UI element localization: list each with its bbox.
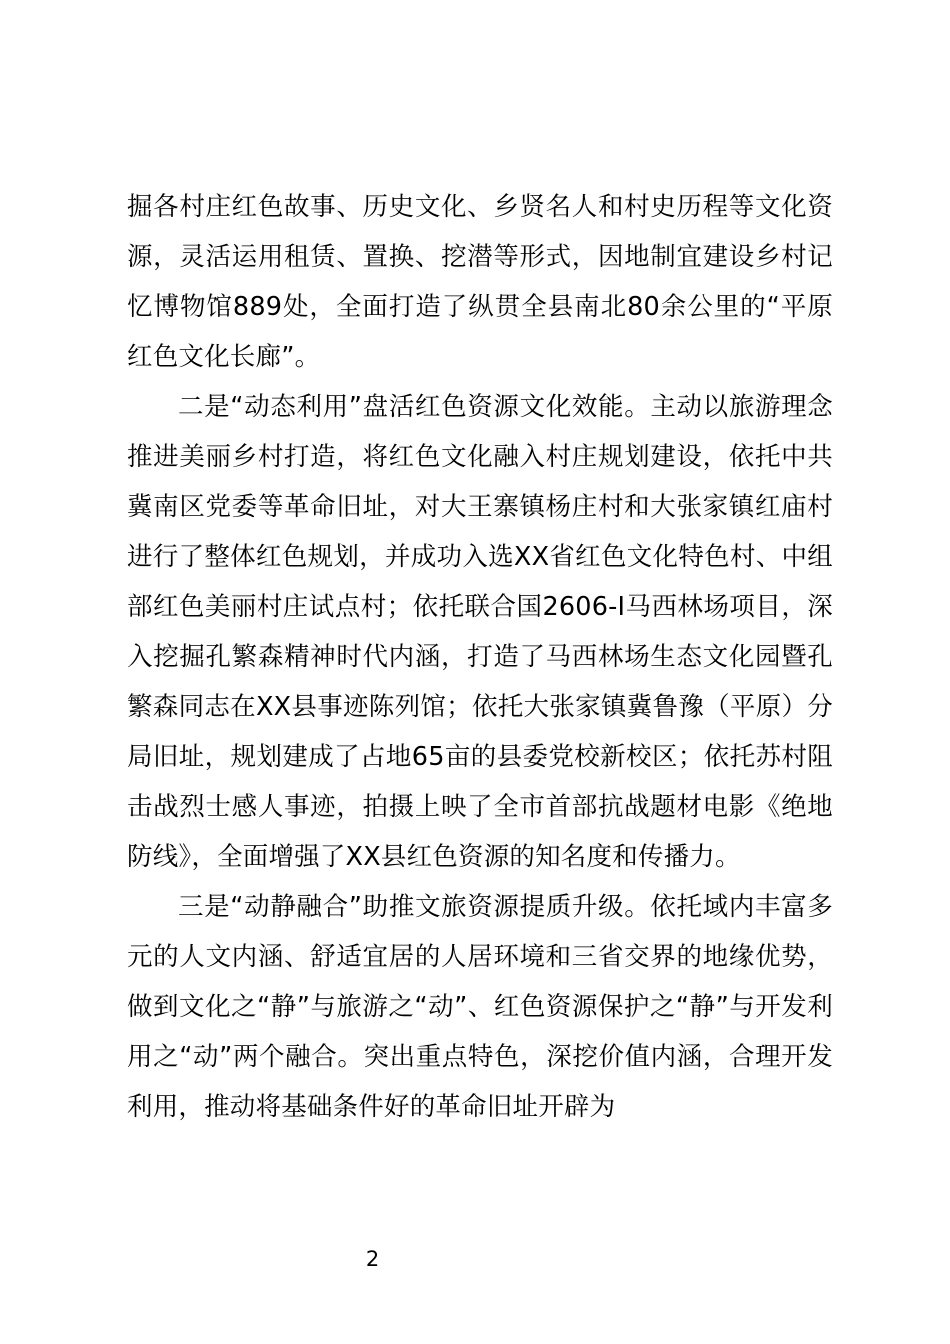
paragraph-dynamic-static-fusion: 三是“动静融合”助推文旅资源提质升级。依托域内丰富多元的人文内涵、舒适宜居的人居环境和三省交界的地缘优势，做到文化之“静”与旅游之“动”、红色资源保护之“静”与开发利用之“动”两个融合。突出重点特色，深挖价值内涵，合理开发利用，推动将基础条件好的革命旧址开辟为: [127, 892, 833, 1122]
paragraph-continued: 掘各村庄红色故事、历史文化、乡贤名人和村史历程等文化资源，灵活运用租赁、置换、挖潜等形式，因地制宜建设乡村记忆博物馆889处，全面打造了纵贯全县南北80余公里的“平原红色文化长廊”。: [127, 192, 833, 372]
paragraph-dynamic-use: 二是“动态利用”盘活红色资源文化效能。主动以旅游理念推进美丽乡村打造，将红色文化融入村庄规划建设，依托中共冀南区党委等革命旧址，对大王寨镇杨庄村和大张家镇红庙村进行了整体红色规划，并成功入选XX省红色文化特色村、中组部红色美丽村庄试点村；依托联合国2606-I马西林场项目，深入挖掘孔繁森精神时代内涵，打造了马西林场生态文化园暨孔繁森同志在XX县事迹陈列馆；依托大张家镇冀鲁豫（平原）分局旧址，规划建成了占地65亩的县委党校新校区；依托苏村阻击战烈士感人事迹，拍摄上映了全市首部抗战题材电影《绝地防线》，全面增强了XX县红色资源的知名度和传播力。: [127, 392, 833, 872]
body-text: [127, 182, 833, 1132]
page-number: 2: [365, 1247, 380, 1271]
